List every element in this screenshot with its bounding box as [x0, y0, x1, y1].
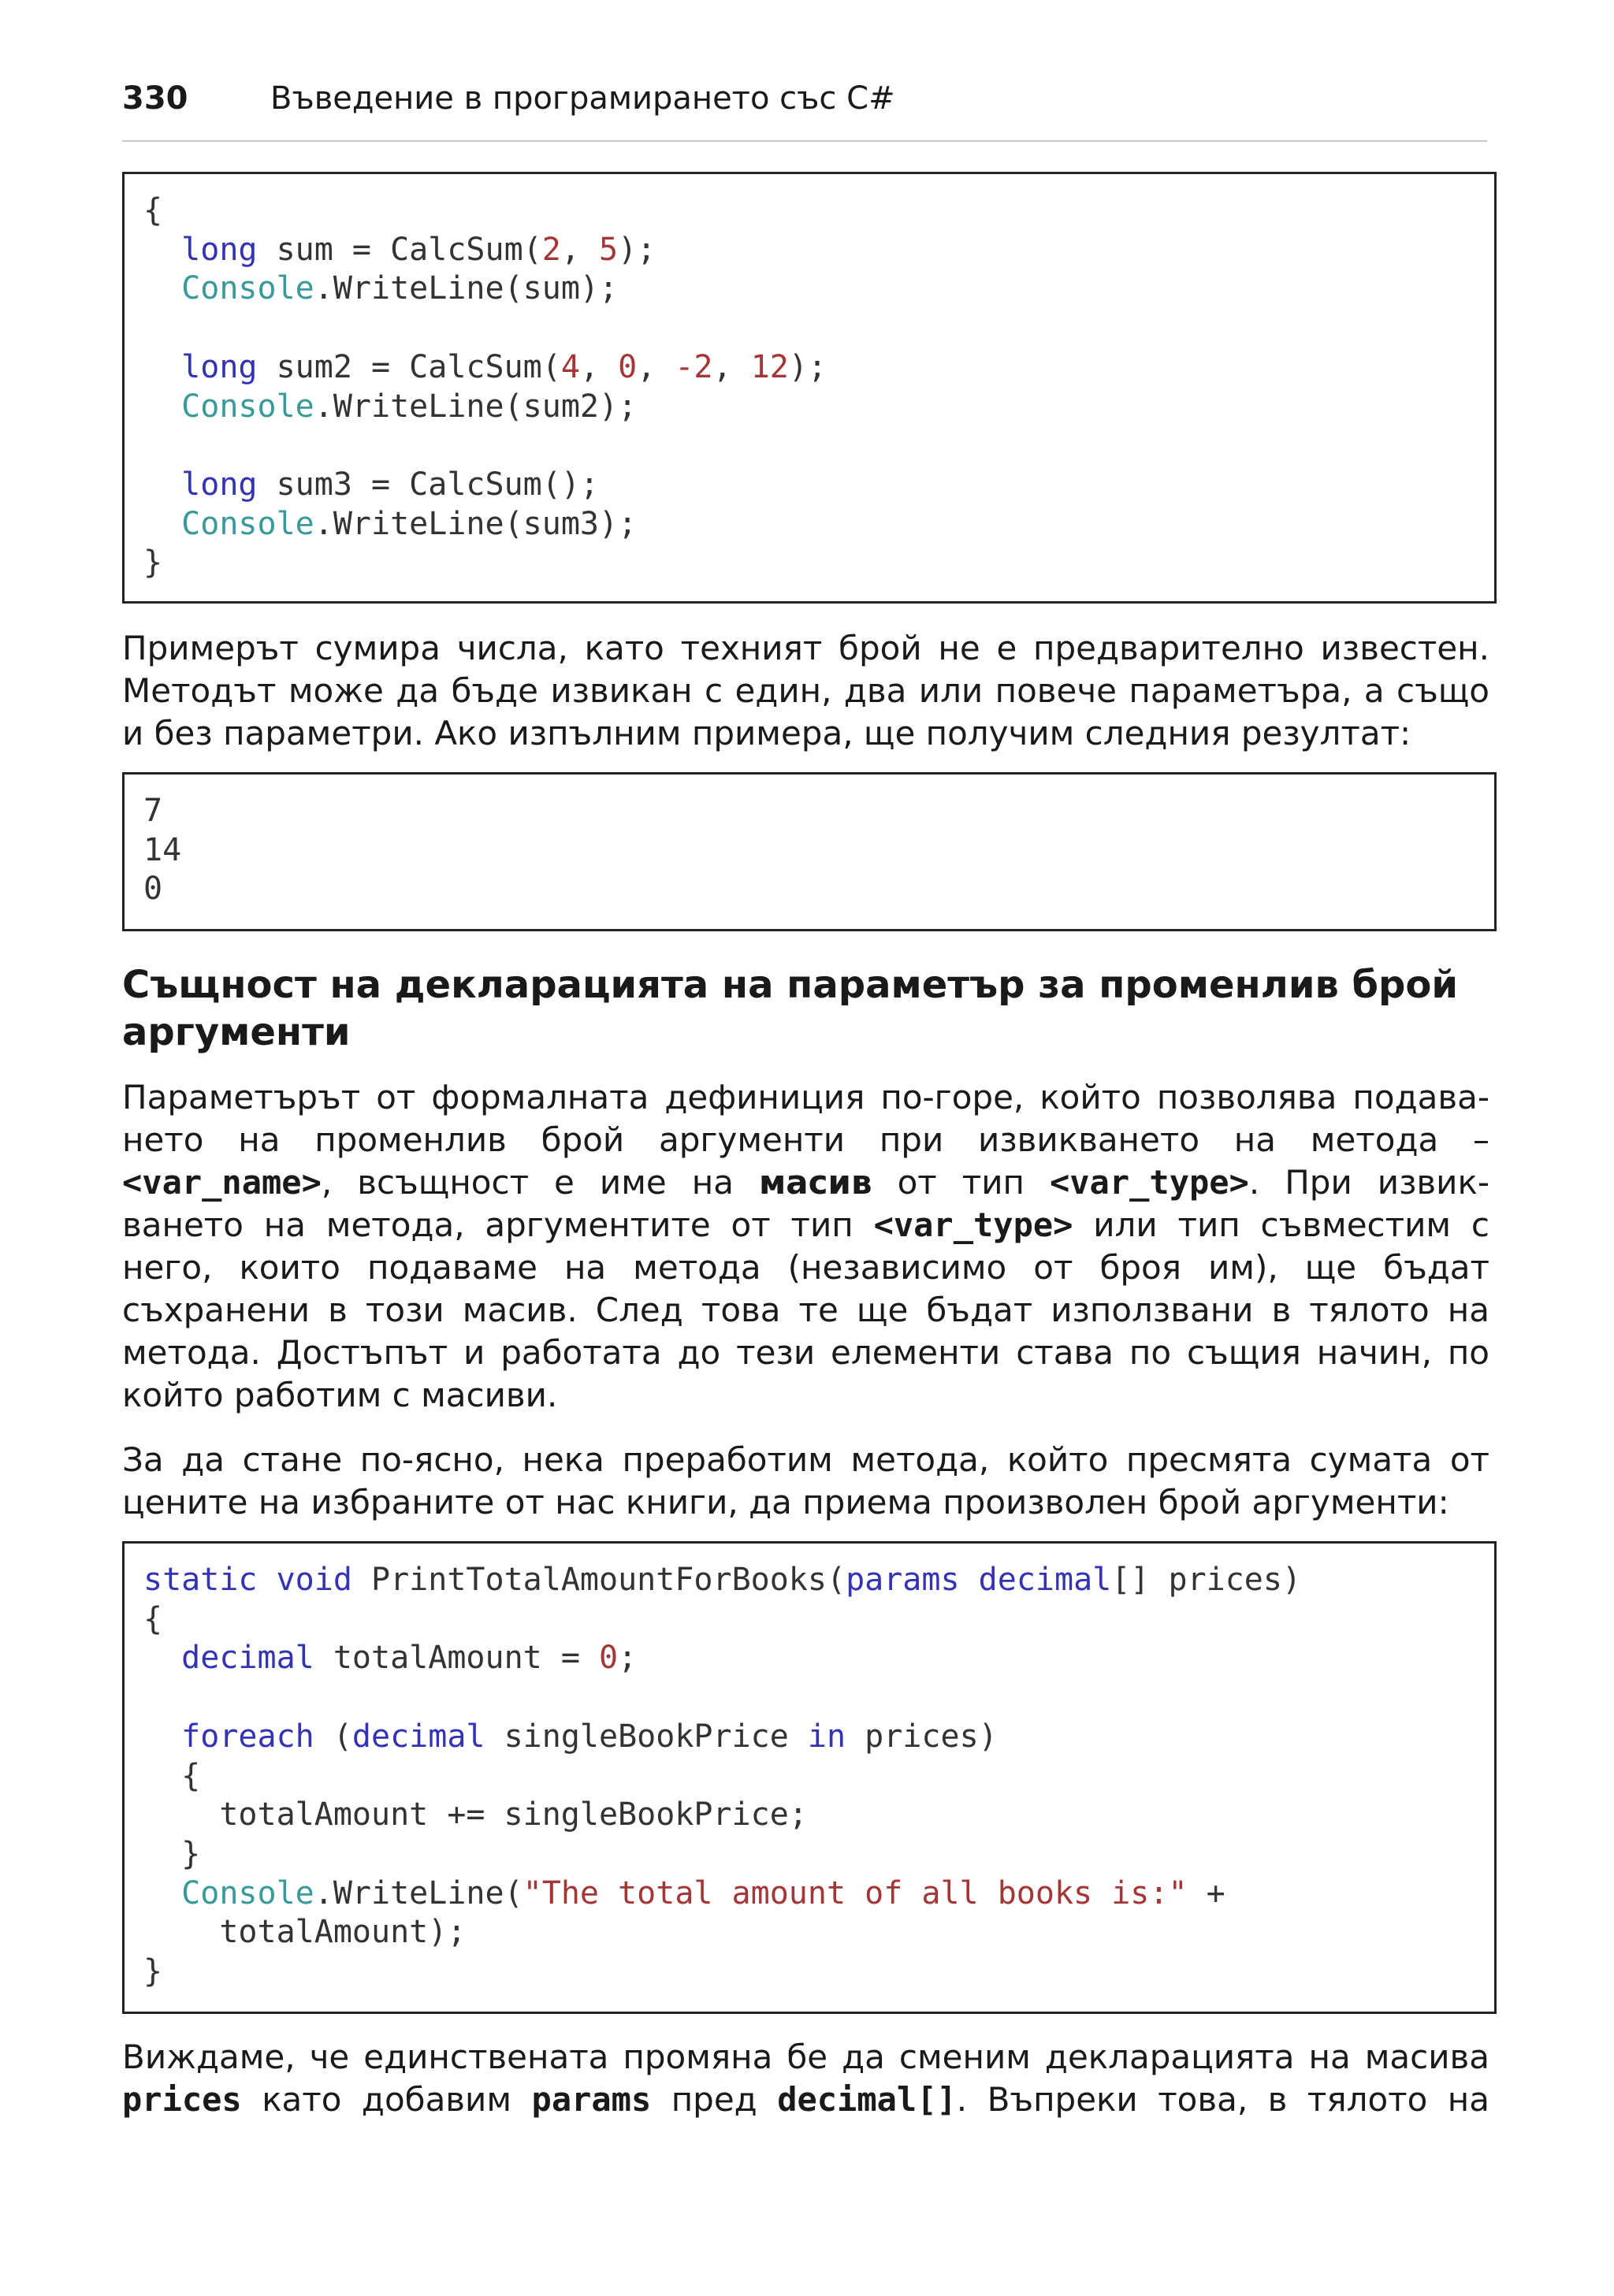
paragraph-params-explanation	[122, 1076, 1489, 1417]
bold-term: масив	[758, 1163, 872, 1202]
page-number: 330	[122, 80, 188, 117]
inline-code: decimal[]	[777, 2080, 957, 2119]
text-line: prices като добавим params пред decimal[]. Въпреки това, в тялото на	[122, 2080, 1490, 2119]
section-heading: Същност на декларацията на параметър за променлив брой аргументи	[122, 963, 1459, 1054]
inline-code: <var_name>	[122, 1163, 322, 1202]
paragraph-conclusion	[122, 2036, 1489, 2121]
text-line: За да стане по-ясно, нека преработим метода, който пресмята сумата от	[122, 1440, 1489, 1479]
text-line: който работим с масиви.	[122, 1376, 558, 1414]
code-example-calcsum	[122, 172, 1497, 604]
page-header	[122, 79, 1487, 142]
inline-code: <var_type>	[1049, 1163, 1249, 1202]
text-line: Виждаме, че единствената промяна бе да сменим декларацията на масива	[122, 2038, 1489, 2076]
paragraph-intro	[122, 627, 1489, 755]
text-line: и без параметри. Ако изпълним примера, ще получим следния резултат:	[122, 714, 1411, 752]
inline-code: params	[531, 2080, 652, 2119]
text-line: <var_name>, всъщност е име на масив от тип <var_type>. При извик-	[122, 1163, 1489, 1202]
text-line: Методът може да бъде извикан с един, два или повече параметъра, а също	[122, 671, 1489, 710]
text-line: него, които подаваме на метода (независимо от броя им), ще бъдат	[122, 1248, 1489, 1287]
book-title: Въведение в програмирането със C#	[270, 80, 895, 117]
text-line: съхранени в този масив. След това те ще бъдат използвани в тялото на	[122, 1291, 1489, 1329]
text-line: Параметърът от формалната дефиниция по-горе, който позволява подава-	[122, 1078, 1489, 1116]
code-example-print-total	[122, 1541, 1497, 2014]
text-line: Примерът сумира числа, като техният брой не е предварително известен.	[122, 629, 1489, 667]
output-line: 7	[143, 793, 163, 829]
text-line: цените на избраните от нас книги, да приема произволен брой аргументи:	[122, 1483, 1449, 1521]
text-line: нето на променлив брой аргументи при извикването на метода –	[122, 1120, 1489, 1159]
output-line: 14	[143, 831, 182, 868]
output-block	[125, 775, 1494, 909]
code-block: static void PrintTotalAmountForBooks(params decimal[] prices) { decimal totalAmount = 0; foreach (decimal singleBookPrice in prices) { totalAmount += singleBookPrice; } Console.WriteLine("The total amount of all books is:" + totalAmount); }	[143, 1562, 1302, 1990]
text-line: метода. Достъпът и работата до тези елементи става по същия начин, по	[122, 1333, 1489, 1372]
code-block: { long sum = CalcSum(2, 5); Console.WriteLine(sum); long sum2 = CalcSum(4, 0, -2, 12); Console.WriteLine(sum2); long sum3 = CalcSum(); Console.WriteLine(sum3); }	[143, 192, 827, 581]
text-line: ването на метода, аргументите от тип <var_type> или тип съвместим с	[122, 1206, 1489, 1244]
output-box	[122, 772, 1497, 931]
output-line: 0	[143, 871, 163, 908]
inline-code: prices	[122, 2080, 242, 2119]
inline-code: <var_type>	[873, 1206, 1073, 1244]
paragraph-rework	[122, 1439, 1489, 1524]
